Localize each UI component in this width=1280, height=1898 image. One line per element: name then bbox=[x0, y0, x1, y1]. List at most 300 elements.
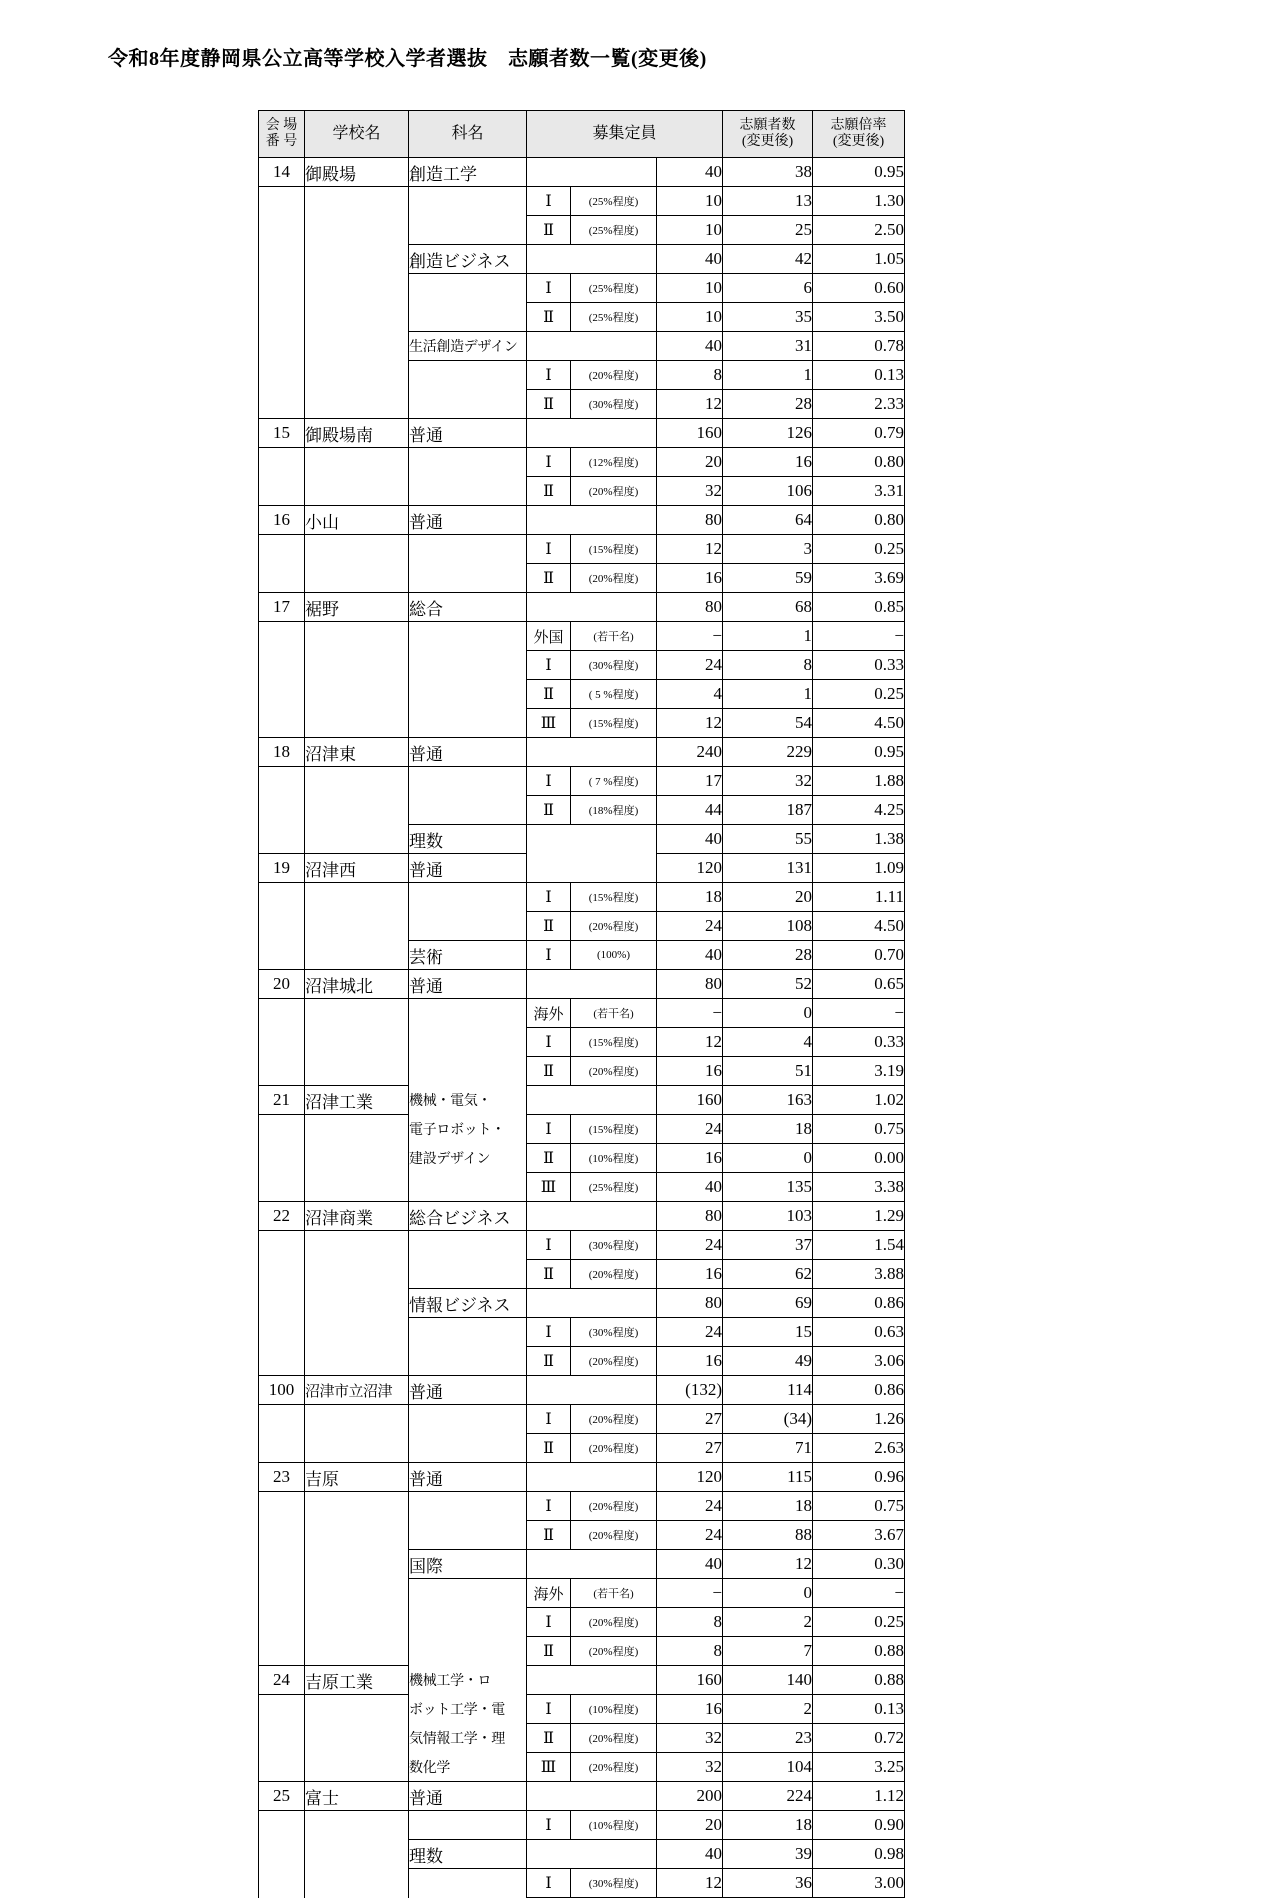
cell-quota: 10 bbox=[657, 187, 723, 216]
cell-course bbox=[409, 390, 527, 419]
cell-quota-percent: (若干名) bbox=[571, 999, 657, 1028]
cell-school bbox=[305, 303, 409, 332]
cell-applicants: 52 bbox=[723, 970, 813, 999]
header-rate-line2: (変更後) bbox=[832, 134, 885, 149]
cell-venue-no bbox=[259, 390, 305, 419]
cell-selection-type: Ⅰ bbox=[527, 767, 571, 796]
cell-applicants: 25 bbox=[723, 216, 813, 245]
cell-venue-no bbox=[259, 187, 305, 216]
cell-rate: 0.13 bbox=[813, 361, 905, 390]
cell-school: 御殿場南 bbox=[305, 419, 409, 448]
cell-rate: 3.06 bbox=[813, 1347, 905, 1376]
header-applicants bbox=[723, 111, 813, 158]
cell-quota-percent: (15%程度) bbox=[571, 1115, 657, 1144]
cell-school: 沼津西 bbox=[305, 854, 409, 883]
cell-quota-percent bbox=[571, 1666, 657, 1695]
cell-rate: 0.86 bbox=[813, 1289, 905, 1318]
cell-course: 創造工学 bbox=[409, 158, 527, 187]
cell-quota: 12 bbox=[657, 1869, 723, 1898]
cell-applicants: 0 bbox=[723, 1579, 813, 1608]
cell-quota-percent: (20%程度) bbox=[571, 1347, 657, 1376]
cell-course: 情報ビジネス bbox=[409, 1289, 527, 1318]
table-row bbox=[259, 1086, 905, 1115]
cell-school bbox=[305, 1405, 409, 1434]
cell-venue-no: 24 bbox=[259, 1666, 305, 1695]
cell-quota: 40 bbox=[657, 825, 723, 854]
cell-school bbox=[305, 1869, 409, 1898]
cell-quota: 27 bbox=[657, 1405, 723, 1434]
cell-school: 沼津東 bbox=[305, 738, 409, 767]
cell-quota: 120 bbox=[657, 1463, 723, 1492]
cell-school bbox=[305, 1318, 409, 1347]
cell-rate: 0.96 bbox=[813, 1463, 905, 1492]
cell-quota-percent: (100%) bbox=[571, 941, 657, 970]
cell-rate: − bbox=[813, 622, 905, 651]
cell-school bbox=[305, 1231, 409, 1260]
cell-rate: 0.30 bbox=[813, 1550, 905, 1579]
cell-school bbox=[305, 1753, 409, 1782]
header-applicants-line2: (変更後) bbox=[741, 134, 794, 149]
cell-school: 沼津市立沼津 bbox=[305, 1376, 409, 1405]
cell-quota: 12 bbox=[657, 1028, 723, 1057]
table-row bbox=[259, 593, 905, 622]
cell-rate: 3.00 bbox=[813, 1869, 905, 1898]
cell-rate: 0.25 bbox=[813, 1608, 905, 1637]
cell-venue-no bbox=[259, 1869, 305, 1898]
header-venue-no bbox=[259, 111, 305, 158]
cell-applicants: 28 bbox=[723, 941, 813, 970]
cell-selection-type: Ⅱ bbox=[527, 303, 571, 332]
table-row bbox=[259, 1173, 905, 1202]
table-row bbox=[259, 303, 905, 332]
cell-school bbox=[305, 1115, 409, 1144]
cell-school: 吉原工業 bbox=[305, 1666, 409, 1695]
cell-course: 普通 bbox=[409, 1376, 527, 1405]
table-row bbox=[259, 1202, 905, 1231]
cell-venue-no bbox=[259, 767, 305, 796]
cell-applicants: 140 bbox=[723, 1666, 813, 1695]
cell-quota-percent: (若干名) bbox=[571, 622, 657, 651]
table-row bbox=[259, 1550, 905, 1579]
cell-school bbox=[305, 1811, 409, 1840]
table-row bbox=[259, 825, 905, 854]
header-quota: 募集定員 bbox=[527, 111, 723, 158]
cell-quota-percent bbox=[571, 1202, 657, 1231]
cell-school bbox=[305, 767, 409, 796]
cell-venue-no: 25 bbox=[259, 1782, 305, 1811]
cell-school: 沼津工業 bbox=[305, 1086, 409, 1115]
cell-rate: 1.54 bbox=[813, 1231, 905, 1260]
cell-rate: 1.30 bbox=[813, 187, 905, 216]
cell-quota: 40 bbox=[657, 1173, 723, 1202]
cell-venue-no bbox=[259, 1318, 305, 1347]
cell-school bbox=[305, 274, 409, 303]
cell-school bbox=[305, 1637, 409, 1666]
cell-school: 御殿場 bbox=[305, 158, 409, 187]
cell-selection-type: Ⅱ bbox=[527, 1521, 571, 1550]
cell-rate: 0.85 bbox=[813, 593, 905, 622]
cell-school bbox=[305, 1028, 409, 1057]
cell-applicants: 126 bbox=[723, 419, 813, 448]
cell-school bbox=[305, 332, 409, 361]
cell-applicants: 36 bbox=[723, 1869, 813, 1898]
table-row bbox=[259, 1115, 905, 1144]
cell-quota-percent bbox=[571, 1086, 657, 1115]
cell-school: 裾野 bbox=[305, 593, 409, 622]
table-row bbox=[259, 245, 905, 274]
cell-rate: 3.88 bbox=[813, 1260, 905, 1289]
cell-venue-no bbox=[259, 622, 305, 651]
cell-quota: 8 bbox=[657, 361, 723, 390]
cell-school bbox=[305, 1608, 409, 1637]
cell-quota: 32 bbox=[657, 477, 723, 506]
cell-selection-type: Ⅱ bbox=[527, 390, 571, 419]
table-row bbox=[259, 1666, 905, 1695]
cell-venue-no bbox=[259, 796, 305, 825]
table-row bbox=[259, 1376, 905, 1405]
cell-course bbox=[409, 796, 527, 825]
cell-course bbox=[409, 1869, 527, 1898]
cell-selection-type bbox=[527, 1782, 571, 1811]
cell-venue-no bbox=[259, 1579, 305, 1608]
cell-quota: 80 bbox=[657, 1289, 723, 1318]
cell-selection-type: Ⅲ bbox=[527, 1173, 571, 1202]
cell-course: 機械工学・ロ bbox=[409, 1666, 527, 1695]
cell-venue-no bbox=[259, 216, 305, 245]
cell-venue-no: 17 bbox=[259, 593, 305, 622]
cell-applicants: 31 bbox=[723, 332, 813, 361]
table-row bbox=[259, 1463, 905, 1492]
cell-quota-percent bbox=[571, 506, 657, 535]
cell-selection-type bbox=[527, 1086, 571, 1115]
page-title: 令和8年度静岡県公立高等学校入学者選抜 志願者数一覧(変更後) bbox=[108, 48, 707, 70]
cell-quota: 10 bbox=[657, 216, 723, 245]
cell-school bbox=[305, 1724, 409, 1753]
cell-school bbox=[305, 390, 409, 419]
table-row bbox=[259, 332, 905, 361]
cell-school bbox=[305, 1173, 409, 1202]
cell-quota: 120 bbox=[657, 854, 723, 883]
cell-course: 生活創造デザイン bbox=[409, 332, 527, 361]
cell-selection-type: Ⅲ bbox=[527, 1753, 571, 1782]
cell-applicants: 32 bbox=[723, 767, 813, 796]
cell-venue-no: 100 bbox=[259, 1376, 305, 1405]
cell-rate: 3.31 bbox=[813, 477, 905, 506]
cell-quota: 40 bbox=[657, 1840, 723, 1869]
table-row bbox=[259, 419, 905, 448]
cell-quota-percent: (25%程度) bbox=[571, 303, 657, 332]
cell-venue-no: 20 bbox=[259, 970, 305, 999]
cell-rate: 0.33 bbox=[813, 1028, 905, 1057]
cell-course bbox=[409, 680, 527, 709]
cell-selection-type: Ⅱ bbox=[527, 1434, 571, 1463]
cell-course: 普通 bbox=[409, 970, 527, 999]
cell-school bbox=[305, 477, 409, 506]
cell-applicants: 71 bbox=[723, 1434, 813, 1463]
cell-selection-type: Ⅱ bbox=[527, 1347, 571, 1376]
cell-applicants: 59 bbox=[723, 564, 813, 593]
cell-venue-no bbox=[259, 1028, 305, 1057]
table-row bbox=[259, 1434, 905, 1463]
cell-selection-type bbox=[527, 1666, 571, 1695]
cell-selection-type: Ⅱ bbox=[527, 564, 571, 593]
cell-selection-type: 海外 bbox=[527, 999, 571, 1028]
cell-selection-type: Ⅱ bbox=[527, 1057, 571, 1086]
table-row bbox=[259, 1521, 905, 1550]
cell-course bbox=[409, 1028, 527, 1057]
cell-applicants: 88 bbox=[723, 1521, 813, 1550]
cell-course bbox=[409, 477, 527, 506]
cell-applicants: 3 bbox=[723, 535, 813, 564]
cell-quota-percent bbox=[571, 1289, 657, 1318]
cell-course bbox=[409, 1057, 527, 1086]
cell-course: 理数 bbox=[409, 825, 527, 854]
cell-selection-type: Ⅰ bbox=[527, 1811, 571, 1840]
cell-selection-type: Ⅰ bbox=[527, 1608, 571, 1637]
cell-venue-no bbox=[259, 1811, 305, 1840]
cell-quota: 8 bbox=[657, 1637, 723, 1666]
cell-quota-percent bbox=[571, 593, 657, 622]
cell-quota-percent: (20%程度) bbox=[571, 1405, 657, 1434]
cell-course bbox=[409, 216, 527, 245]
table-row bbox=[259, 1753, 905, 1782]
cell-venue-no: 21 bbox=[259, 1086, 305, 1115]
table-row bbox=[259, 1782, 905, 1811]
cell-quota-percent bbox=[571, 854, 657, 883]
cell-quota-percent: (18%程度) bbox=[571, 796, 657, 825]
table-row bbox=[259, 796, 905, 825]
cell-applicants: 108 bbox=[723, 912, 813, 941]
cell-school bbox=[305, 1521, 409, 1550]
cell-selection-type: Ⅱ bbox=[527, 912, 571, 941]
table-row bbox=[259, 158, 905, 187]
cell-quota: − bbox=[657, 1579, 723, 1608]
cell-rate: 0.75 bbox=[813, 1492, 905, 1521]
cell-rate: 1.26 bbox=[813, 1405, 905, 1434]
cell-rate: 0.72 bbox=[813, 1724, 905, 1753]
cell-applicants: 0 bbox=[723, 1144, 813, 1173]
cell-selection-type: Ⅱ bbox=[527, 477, 571, 506]
cell-quota-percent bbox=[571, 970, 657, 999]
cell-quota-percent: (15%程度) bbox=[571, 535, 657, 564]
cell-rate: 0.88 bbox=[813, 1637, 905, 1666]
cell-selection-type: Ⅰ bbox=[527, 941, 571, 970]
cell-course: 普通 bbox=[409, 738, 527, 767]
cell-quota: 20 bbox=[657, 1811, 723, 1840]
cell-applicants: 4 bbox=[723, 1028, 813, 1057]
cell-school: 沼津城北 bbox=[305, 970, 409, 999]
cell-school bbox=[305, 1579, 409, 1608]
table-row bbox=[259, 622, 905, 651]
cell-applicants: 187 bbox=[723, 796, 813, 825]
cell-quota-percent: (25%程度) bbox=[571, 187, 657, 216]
cell-applicants: 115 bbox=[723, 1463, 813, 1492]
header-venue-no-line1: 会 場 bbox=[265, 117, 298, 133]
cell-selection-type: Ⅰ bbox=[527, 651, 571, 680]
cell-course bbox=[409, 1521, 527, 1550]
cell-rate: 1.29 bbox=[813, 1202, 905, 1231]
cell-quota: 24 bbox=[657, 912, 723, 941]
cell-quota: 12 bbox=[657, 709, 723, 738]
cell-quota: 12 bbox=[657, 535, 723, 564]
table-row bbox=[259, 1637, 905, 1666]
cell-school bbox=[305, 1695, 409, 1724]
table-row bbox=[259, 564, 905, 593]
cell-school bbox=[305, 680, 409, 709]
cell-applicants: 2 bbox=[723, 1695, 813, 1724]
cell-rate: 3.19 bbox=[813, 1057, 905, 1086]
table-row bbox=[259, 767, 905, 796]
cell-applicants: 104 bbox=[723, 1753, 813, 1782]
cell-course bbox=[409, 1173, 527, 1202]
cell-quota-percent: (12%程度) bbox=[571, 448, 657, 477]
table-row bbox=[259, 1318, 905, 1347]
cell-rate: 2.33 bbox=[813, 390, 905, 419]
cell-quota: − bbox=[657, 622, 723, 651]
header-rate bbox=[813, 111, 905, 158]
cell-venue-no bbox=[259, 361, 305, 390]
cell-quota-percent: ( 7 %程度) bbox=[571, 767, 657, 796]
cell-quota-percent: (10%程度) bbox=[571, 1695, 657, 1724]
cell-venue-no bbox=[259, 303, 305, 332]
cell-rate: 0.60 bbox=[813, 274, 905, 303]
cell-quota: 24 bbox=[657, 651, 723, 680]
cell-applicants: 6 bbox=[723, 274, 813, 303]
cell-venue-no bbox=[259, 1231, 305, 1260]
cell-school bbox=[305, 1289, 409, 1318]
cell-quota: 40 bbox=[657, 158, 723, 187]
cell-quota: − bbox=[657, 999, 723, 1028]
table-row bbox=[259, 1724, 905, 1753]
cell-rate: 3.69 bbox=[813, 564, 905, 593]
cell-applicants: 38 bbox=[723, 158, 813, 187]
cell-rate: 0.95 bbox=[813, 158, 905, 187]
cell-quota: 160 bbox=[657, 1666, 723, 1695]
table-row bbox=[259, 1405, 905, 1434]
cell-quota-percent: (15%程度) bbox=[571, 709, 657, 738]
cell-venue-no bbox=[259, 1405, 305, 1434]
cell-rate: 4.25 bbox=[813, 796, 905, 825]
cell-quota: 40 bbox=[657, 245, 723, 274]
cell-quota-percent: (20%程度) bbox=[571, 1753, 657, 1782]
cell-course bbox=[409, 1405, 527, 1434]
cell-quota-percent: (20%程度) bbox=[571, 1608, 657, 1637]
cell-quota: 10 bbox=[657, 274, 723, 303]
cell-applicants: 106 bbox=[723, 477, 813, 506]
cell-applicants: 1 bbox=[723, 680, 813, 709]
cell-course bbox=[409, 274, 527, 303]
cell-venue-no bbox=[259, 1260, 305, 1289]
cell-selection-type: Ⅱ bbox=[527, 680, 571, 709]
cell-course bbox=[409, 187, 527, 216]
cell-quota: 24 bbox=[657, 1318, 723, 1347]
table-row bbox=[259, 941, 905, 970]
header-rate-line1: 志願倍率 bbox=[830, 117, 887, 133]
cell-school bbox=[305, 216, 409, 245]
cell-selection-type bbox=[527, 1550, 571, 1579]
cell-quota-percent: (20%程度) bbox=[571, 1637, 657, 1666]
table-row bbox=[259, 854, 905, 883]
cell-selection-type: Ⅰ bbox=[527, 1695, 571, 1724]
cell-course: 総合ビジネス bbox=[409, 1202, 527, 1231]
cell-school bbox=[305, 535, 409, 564]
cell-applicants: 49 bbox=[723, 1347, 813, 1376]
cell-venue-no: 23 bbox=[259, 1463, 305, 1492]
cell-rate: 0.70 bbox=[813, 941, 905, 970]
cell-quota-percent: (20%程度) bbox=[571, 1057, 657, 1086]
cell-quota: 4 bbox=[657, 680, 723, 709]
cell-quota-percent: (20%程度) bbox=[571, 564, 657, 593]
cell-venue-no bbox=[259, 1115, 305, 1144]
cell-venue-no bbox=[259, 1724, 305, 1753]
cell-selection-type bbox=[527, 1463, 571, 1492]
cell-quota-percent: (若干名) bbox=[571, 1579, 657, 1608]
cell-school bbox=[305, 651, 409, 680]
cell-course bbox=[409, 999, 527, 1028]
cell-quota: 44 bbox=[657, 796, 723, 825]
cell-quota-percent bbox=[571, 1550, 657, 1579]
cell-venue-no: 19 bbox=[259, 854, 305, 883]
cell-quota: 160 bbox=[657, 1086, 723, 1115]
cell-rate: 0.25 bbox=[813, 535, 905, 564]
cell-quota-percent: (30%程度) bbox=[571, 1231, 657, 1260]
cell-course: 国際 bbox=[409, 1550, 527, 1579]
cell-venue-no bbox=[259, 709, 305, 738]
cell-quota: 24 bbox=[657, 1115, 723, 1144]
cell-quota-percent: (20%程度) bbox=[571, 361, 657, 390]
cell-quota: 24 bbox=[657, 1231, 723, 1260]
cell-course bbox=[409, 1579, 527, 1608]
cell-selection-type bbox=[527, 419, 571, 448]
cell-selection-type bbox=[527, 970, 571, 999]
cell-quota: 200 bbox=[657, 1782, 723, 1811]
cell-quota: 160 bbox=[657, 419, 723, 448]
cell-quota: 16 bbox=[657, 1695, 723, 1724]
cell-applicants: 18 bbox=[723, 1811, 813, 1840]
cell-rate: 0.79 bbox=[813, 419, 905, 448]
cell-applicants: 18 bbox=[723, 1492, 813, 1521]
cell-quota: 27 bbox=[657, 1434, 723, 1463]
cell-course bbox=[409, 883, 527, 912]
cell-quota-percent: (20%程度) bbox=[571, 1724, 657, 1753]
cell-quota-percent bbox=[571, 1840, 657, 1869]
cell-applicants: 229 bbox=[723, 738, 813, 767]
cell-school bbox=[305, 999, 409, 1028]
table-row bbox=[259, 1260, 905, 1289]
table-row bbox=[259, 1492, 905, 1521]
cell-rate: 0.25 bbox=[813, 680, 905, 709]
cell-venue-no bbox=[259, 1434, 305, 1463]
cell-quota-percent bbox=[571, 825, 657, 854]
cell-course bbox=[409, 1492, 527, 1521]
cell-selection-type: 海外 bbox=[527, 1579, 571, 1608]
applicants-table bbox=[258, 110, 905, 1898]
cell-selection-type bbox=[527, 738, 571, 767]
cell-selection-type: Ⅱ bbox=[527, 1260, 571, 1289]
cell-applicants: 7 bbox=[723, 1637, 813, 1666]
table-row bbox=[259, 535, 905, 564]
cell-selection-type: Ⅰ bbox=[527, 1231, 571, 1260]
cell-course: ボット工学・電 bbox=[409, 1695, 527, 1724]
cell-selection-type: Ⅰ bbox=[527, 883, 571, 912]
table-row bbox=[259, 187, 905, 216]
cell-rate: 0.33 bbox=[813, 651, 905, 680]
cell-selection-type: Ⅰ bbox=[527, 1405, 571, 1434]
table-row bbox=[259, 651, 905, 680]
cell-course bbox=[409, 303, 527, 332]
cell-selection-type: Ⅱ bbox=[527, 796, 571, 825]
cell-selection-type: Ⅰ bbox=[527, 187, 571, 216]
